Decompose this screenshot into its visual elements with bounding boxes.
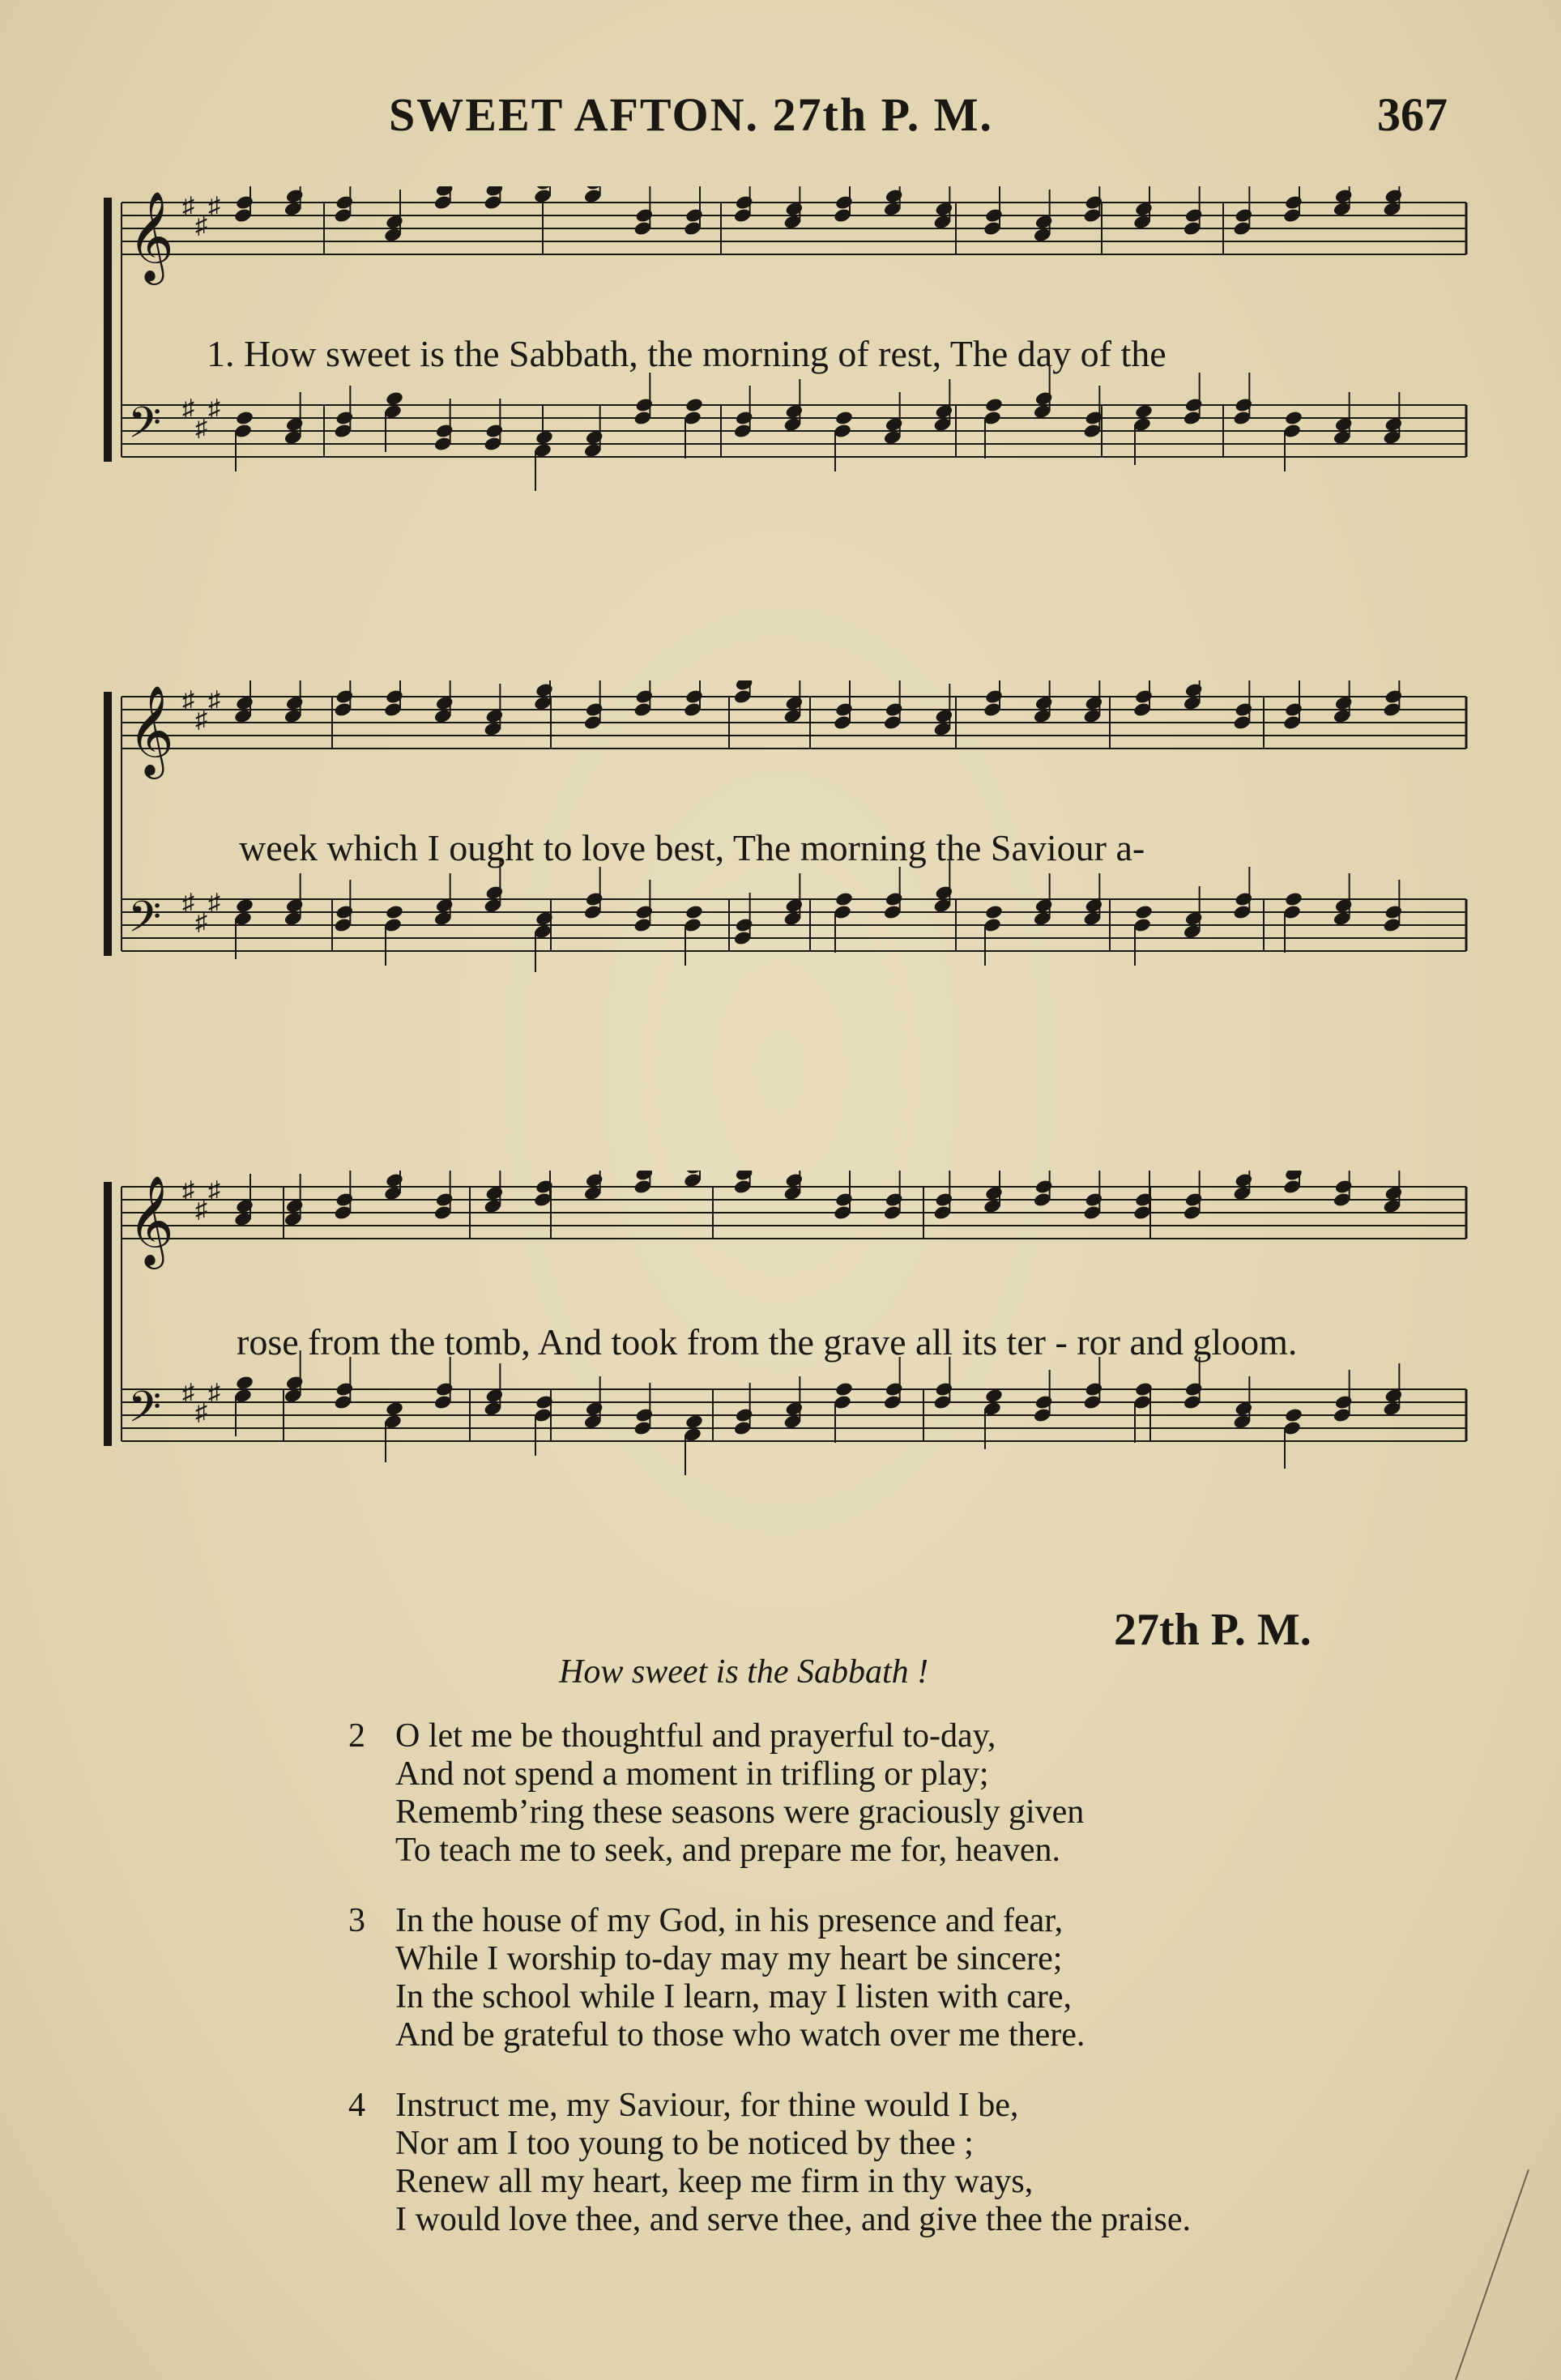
verse-line: And not spend a moment in trifling or play;	[395, 1755, 989, 1793]
note-head	[1284, 194, 1303, 211]
note-head	[585, 1172, 604, 1188]
meter-heading: 27th P. M.	[1114, 1605, 1311, 1655]
note-head	[1034, 214, 1054, 230]
note-head	[735, 1407, 754, 1423]
note-head	[1134, 403, 1154, 420]
verse-line: In the school while I learn, may I listen with care,	[395, 1978, 1073, 2015]
note-head	[685, 904, 704, 920]
stanza-number: 2	[348, 1717, 365, 1755]
verse-line: I would love thee, and serve thee, and give thee the praise.	[395, 2201, 1191, 2238]
note-head	[285, 1375, 305, 1391]
note-head	[1085, 898, 1104, 914]
note-head	[335, 194, 355, 211]
stanzas	[348, 1717, 1482, 2271]
sharp-icon: ♯	[208, 1380, 220, 1406]
note-head	[834, 1192, 854, 1208]
note-head	[285, 188, 305, 204]
note-head	[935, 201, 954, 217]
note-head	[984, 1388, 1004, 1404]
note-head	[335, 1192, 355, 1208]
note-head	[585, 429, 604, 446]
page-number: 367	[1377, 88, 1448, 141]
note-head	[1235, 397, 1254, 413]
verse-line: Renew all my heart, keep me firm in thy ways,	[395, 2163, 1034, 2200]
note-head	[435, 898, 454, 914]
verse-line: Instruct me, my Saviour, for thine would I be,	[395, 2087, 1019, 2124]
note-head	[1184, 207, 1204, 224]
note-head	[1134, 201, 1154, 217]
note-head	[1184, 1381, 1204, 1397]
note-head	[1184, 1192, 1204, 1208]
note-head	[1235, 702, 1254, 718]
sharp-icon: ♯	[182, 193, 194, 220]
note-head	[1134, 904, 1154, 920]
lyric-line-2: week which I ought to love best, The morning the Saviour a-	[239, 827, 1145, 868]
running-title: SWEET AFTON. 27th P. M.	[389, 88, 993, 141]
note-head	[635, 207, 655, 224]
note-head	[1134, 689, 1154, 705]
note-head	[585, 891, 604, 907]
note-head	[485, 423, 505, 439]
note-head	[1384, 1185, 1404, 1201]
sharp-icon: ♯	[208, 1177, 220, 1204]
note-head	[984, 904, 1004, 920]
note-head	[1184, 911, 1204, 927]
note-head	[1085, 1192, 1104, 1208]
sharp-icon: ♯	[208, 395, 220, 422]
note-head	[635, 904, 655, 920]
note-head	[1384, 689, 1404, 705]
note-head	[984, 689, 1004, 705]
note-head	[935, 885, 954, 901]
bass-clef-icon: 𝄢	[128, 893, 162, 953]
note-head	[485, 708, 505, 724]
note-head	[1384, 904, 1404, 920]
note-head	[535, 429, 554, 446]
note-head	[335, 410, 355, 426]
verse-line: Nor am I too young to be noticed by thee ;	[395, 2125, 974, 2162]
note-head	[735, 1171, 754, 1182]
note-head	[685, 689, 704, 705]
stanza-number: 4	[348, 2087, 365, 2124]
stanza-number: 3	[348, 1902, 365, 1939]
sharp-icon: ♯	[182, 1380, 194, 1406]
note-head	[235, 1375, 254, 1391]
note-head	[1085, 194, 1104, 211]
note-head	[1034, 898, 1054, 914]
note-head	[485, 885, 505, 901]
note-head	[984, 1185, 1004, 1201]
note-head	[935, 403, 954, 420]
note-head	[685, 397, 704, 413]
sharp-icon: ♯	[182, 889, 194, 916]
stanza-lines	[395, 2087, 1191, 2239]
note-head	[1334, 416, 1354, 433]
note-head	[685, 207, 704, 224]
note-head	[1085, 1381, 1104, 1397]
note-head	[834, 1381, 854, 1397]
note-head	[1334, 695, 1354, 711]
note-head	[735, 917, 754, 933]
note-head	[535, 682, 554, 698]
sharp-icon: ♯	[195, 1196, 207, 1223]
note-head	[1034, 390, 1054, 407]
note-head	[235, 1198, 254, 1214]
note-head	[385, 1401, 404, 1417]
note-head	[785, 695, 804, 711]
note-head	[435, 186, 454, 198]
note-head	[1235, 1172, 1254, 1188]
note-head	[785, 201, 804, 217]
note-head	[1384, 416, 1404, 433]
note-head	[1034, 1179, 1054, 1195]
note-head	[585, 702, 604, 718]
note-head	[285, 695, 305, 711]
note-head	[585, 1401, 604, 1417]
sharp-icon: ♯	[182, 687, 194, 714]
treble-clef-icon: 𝄞	[128, 685, 174, 775]
note-head	[1184, 397, 1204, 413]
note-head	[935, 1381, 954, 1397]
page-crease	[1383, 2169, 1545, 2380]
note-head	[335, 1381, 355, 1397]
note-head	[984, 207, 1004, 224]
note-head	[885, 416, 904, 433]
note-head	[1235, 1401, 1254, 1417]
note-head	[1334, 1394, 1354, 1410]
stanza-lines	[395, 1717, 1084, 1870]
note-head	[785, 1401, 804, 1417]
note-head	[785, 898, 804, 914]
note-head	[735, 410, 754, 426]
note-head	[235, 194, 254, 211]
note-head	[435, 1381, 454, 1397]
note-head	[834, 194, 854, 211]
note-head	[735, 680, 754, 692]
note-head	[1334, 188, 1354, 204]
verse-line: In the house of my God, in his presence and fear,	[395, 1902, 1064, 1939]
note-head	[834, 702, 854, 718]
note-head	[785, 1172, 804, 1188]
note-head	[485, 1388, 505, 1404]
note-head	[235, 695, 254, 711]
note-head	[635, 689, 655, 705]
note-head	[485, 186, 505, 198]
note-head	[1384, 1388, 1404, 1404]
stanza	[348, 1902, 1482, 2054]
note-head	[1184, 682, 1204, 698]
note-head	[635, 1171, 655, 1182]
sharp-icon: ♯	[182, 1177, 194, 1204]
stanza-lines	[395, 1902, 1085, 2054]
system-bracket	[104, 692, 112, 956]
sharp-icon: ♯	[208, 687, 220, 714]
system-bracket	[104, 198, 112, 462]
note-head	[1235, 891, 1254, 907]
note-head	[435, 423, 454, 439]
sharp-icon: ♯	[182, 395, 194, 422]
verse-line: Rememb’ring these seasons were graciously given	[395, 1794, 1085, 1831]
sharp-icon: ♯	[195, 706, 207, 733]
note-head	[385, 214, 404, 230]
note-head	[635, 397, 655, 413]
lyric-line-1: 1. How sweet is the Sabbath, the morning of rest, The day of the	[207, 333, 1166, 374]
note-head	[1085, 695, 1104, 711]
note-head	[1085, 410, 1104, 426]
note-head	[984, 397, 1004, 413]
verse-line: While I worship to-day may my heart be sincere;	[395, 1940, 1063, 1977]
stanza	[348, 2087, 1482, 2239]
treble-clef-icon: 𝄞	[128, 190, 174, 281]
note-head	[935, 708, 954, 724]
note-head	[435, 695, 454, 711]
note-head	[485, 1185, 505, 1201]
note-head	[385, 904, 404, 920]
note-head	[385, 1172, 404, 1188]
note-head	[1284, 410, 1303, 426]
note-head	[1284, 702, 1303, 718]
note-head	[1284, 1407, 1303, 1423]
note-head	[885, 891, 904, 907]
note-head	[285, 898, 305, 914]
note-head	[1284, 1171, 1303, 1182]
bass-clef-icon: 𝄢	[128, 399, 162, 459]
sharp-icon: ♯	[208, 193, 220, 220]
note-head	[1384, 188, 1404, 204]
note-head	[834, 410, 854, 426]
sharp-icon: ♯	[208, 889, 220, 916]
note-head	[735, 194, 754, 211]
hymn-subtitle: How sweet is the Sabbath !	[559, 1653, 929, 1691]
note-head	[435, 1192, 454, 1208]
note-head	[1034, 695, 1054, 711]
treble-clef-icon: 𝄞	[128, 1175, 174, 1265]
sharp-icon: ♯	[195, 909, 207, 936]
verse-line: To teach me to seek, and prepare me for, heaven.	[395, 1832, 1060, 1869]
note-head	[1284, 891, 1303, 907]
note-head	[885, 1381, 904, 1397]
sharp-icon: ♯	[195, 1399, 207, 1426]
note-head	[235, 898, 254, 914]
bass-clef-icon: 𝄢	[128, 1383, 162, 1443]
note-head	[785, 403, 804, 420]
note-head	[335, 904, 355, 920]
sharp-icon: ♯	[195, 212, 207, 239]
system-bracket	[104, 1182, 112, 1446]
note-head	[1034, 1394, 1054, 1410]
note-head	[685, 1414, 704, 1430]
note-head	[285, 416, 305, 433]
note-head	[885, 1192, 904, 1208]
note-head	[1235, 207, 1254, 224]
verse-line: And be grateful to those who watch over me there.	[395, 2016, 1085, 2054]
stanza	[348, 1717, 1482, 1870]
lyric-line-3: rose from the tomb, And took from the grave all its ter - ror and gloom.	[237, 1321, 1298, 1363]
note-head	[385, 390, 404, 407]
note-head	[335, 689, 355, 705]
note-head	[385, 689, 404, 705]
note-head	[935, 1192, 954, 1208]
note-head	[834, 891, 854, 907]
note-head	[1334, 898, 1354, 914]
note-head	[285, 1198, 305, 1214]
sharp-icon: ♯	[195, 415, 207, 441]
note-head	[635, 1407, 655, 1423]
note-head	[1334, 1179, 1354, 1195]
note-head	[885, 188, 904, 204]
note-head	[235, 410, 254, 426]
note-head	[885, 702, 904, 718]
verse-line: O let me be thoughtful and prayerful to-day,	[395, 1717, 996, 1755]
